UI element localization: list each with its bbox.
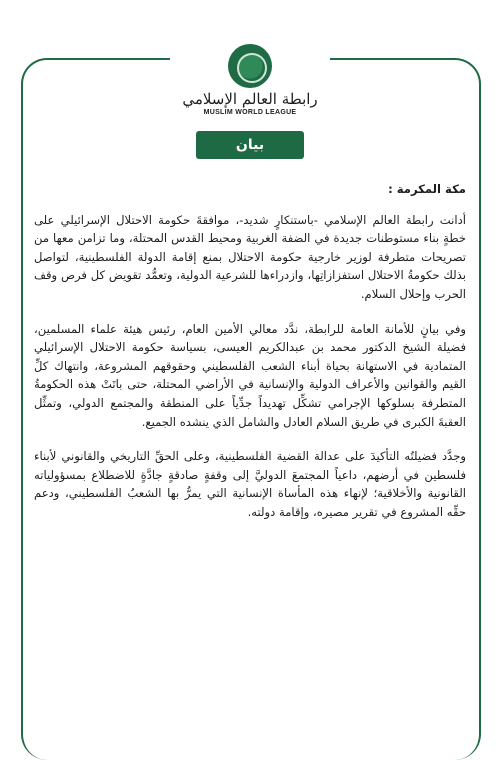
paragraph-3: وجدَّد فضيلتُه التأكيدَ على عدالة القضية الفلسطينية، وعلى الحقِّ التاريخي والقانوني لأبناء فلسطين في أرضهم، داعياً المجتمعَ الدوليَّ إلى وقفةٍ صادقةٍ جادَّةٍ للاضطلاع بمسؤولياته القانونية والأخلاقية؛ لإنهاء هذه المأساة الإنسانية التي يمرُّ بها الشعبُ الفلسطيني، ودعم حقِّه المشروع في تقرير مصيره، وإقامة دولته. (34, 449, 466, 519)
org-name-english: MUSLIM WORLD LEAGUE (203, 109, 297, 116)
paragraph-1: أدانت رابطة العالم الإسلامي -باستنكارٍ شديد-، موافقةَ حكومة الاحتلال الإسرائيلي على خطةٍ بناء مستوطنات جديدة في الضفة الغربية ومحيط القدس المحتلة، وما تزامن معها من تصريحات متطرفة لوزير خارجية حكومة الاحتلال بمنع إقامة الدولة الفلسطينية، لتواصل بذلك حكومةُ الاحتلال استفزازاتِها، وازدراءها للشرعية الدولية، وتعمُّد تقويض كل فرص وقف الحرب وإحلال السلام. (34, 212, 466, 301)
statement-badge: بيان (196, 131, 304, 159)
mwl-logo (170, 14, 330, 126)
globe-emblem-icon (228, 44, 272, 88)
paragraph-2: وفي بيانٍ للأمانة العامة للرابطة، ندَّد معالي الأمين العام، رئيس هيئة علماء المسلمين، فضيلة الشيخ الدكتور محمد بن عبدالكريم العيسى، بسياسة حكومة الاحتلال الإسرائيلي المتمادية في الاستهانة بحياة أبناء الشعب الفلسطيني وحقوقهم المشروعة، وانتهاك كلِّ القيم والقوانين والأعراف الدولية والإنسانية في الأراضي المحتلة، حتى باتَتْ هذه الحكومةُ المتطرفة بسلوكها الإجرامي تشكِّل تهديداً جدِّياً على المنطقة والمجتمع الدولي، وتمثِّل العقبةَ الكبرى في طريق السلام العادل والشامل الذي ينشده الجميع. (34, 321, 466, 429)
org-name-arabic: رابطة العالم الإسلامي (182, 90, 318, 108)
statement-body (34, 180, 466, 538)
dateline: مكة المكرمة : (388, 182, 466, 196)
